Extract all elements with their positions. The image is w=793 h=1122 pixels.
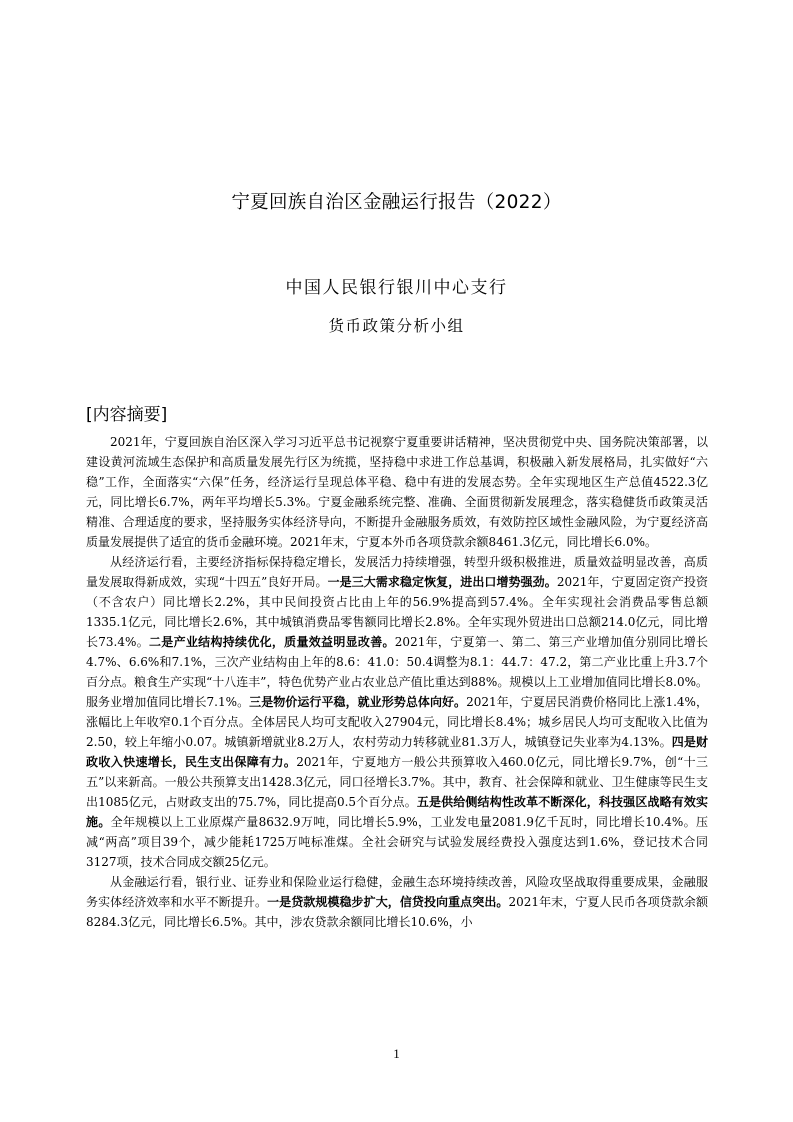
bold-key-point: 二是产业结构持续优化，质量效益明显改善。 (149, 635, 395, 649)
paragraph-text: 2021年末，宁夏人民币各项贷款余额8284.3亿元，同比增长6.5%。其中，涉农贷款余额同比增长10.6%，小 (86, 895, 708, 929)
bold-key-point: 五是供给侧结构性改革不断深化，科技强区战略有效实施。 (86, 795, 708, 829)
paragraph (86, 552, 708, 872)
bold-key-point: 四是财政收入快速增长，民生支出保障有力。 (86, 735, 708, 769)
section-heading: [内容摘要] (86, 405, 168, 425)
paragraph-text: 从经济运行看，主要经济指标保持稳定增长，发展活力持续增强，转型升级积极推进，质量效益明显改善，高质量发展取得新成效，实现“十四五”良好开局。 (86, 555, 708, 589)
organization-name: 中国人民银行银川中心支行 (285, 278, 508, 298)
page-number: 1 (393, 1046, 400, 1061)
abstract-body (86, 432, 708, 932)
bold-key-point: 三是物价运行平稳，就业形势总体向好。 (249, 695, 467, 709)
paragraph-text: 2021年，宁夏固定资产投资（不含农户）同比增长2.2%，其中民间投资占比由上年的56.9%提高到57.4%。全年实现社会消费品零售总额1335.1亿元，同比增长2.6%，其中城镇消费品零售额同比增长2.8%。全年实现外贸进出口总额214.0亿元，同比增长73.4%。 (86, 575, 708, 649)
paragraph-text: 全年规模以上工业原煤产量8632.9万吨，同比增长5.9%，工业发电量2081.9亿千瓦时，同比增长10.4%。压减“两高”项目39个，减少能耗1725万吨标准煤。全社会研究与试验发展经费投入强度达到1.6%，登记技术合同3127项，技术合同成交额25亿元。 (86, 815, 708, 869)
paragraph-text: 2021年，宁夏回族自治区深入学习习近平总书记视察宁夏重要讲话精神，坚决贯彻党中央、国务院决策部署，以建设黄河流域生态保护和高质量发展先行区为统揽，坚持稳中求进工作总基调，积极融入新发展格局，扎实做好“六稳”工作，全面落实“六保”任务，经济运行呈现总体平稳、稳中有进的发展态势。全年实现地区生产总值4522.3亿元，同比增长6.7%，两年平均增长5.3%。宁夏金融系统完整、准确、全面贯彻新发展理念，落实稳健货币政策灵活精准、合理适度的要求，坚持服务实体经济导向，不断提升金融服务质效，有效防控区域性金融风险，为宁夏经济高质量发展提供了适宜的货币金融环境。2021年末，宁夏本外币各项贷款余额8461.3亿元，同比增长6.0%。 (86, 435, 708, 549)
author-group: 货币政策分析小组 (328, 317, 465, 335)
paragraph-text: 2021年，宁夏第一、第二、第三产业增加值分别同比增长4.7%、6.6%和7.1%，三次产业结构由上年的8.6：41.0：50.4调整为8.1：44.7：47.2，第二产业比重上升3.7个百分点。粮食生产实现“十八连丰”，特色优势产业占农业总产值比重达到88%。规模以上工业增加值同比增长8.0%。服务业增加值同比增长7.1%。 (86, 635, 708, 709)
bold-key-point: 一是三大需求稳定恢复，进出口增势强劲。 (327, 575, 557, 589)
paragraph-text: 从金融运行看，银行业、证券业和保险业运行稳健，金融生态环境持续改善，风险攻坚战取得重要成果，金融服务实体经济效率和水平不断提升。 (86, 875, 708, 909)
paragraph (86, 872, 708, 932)
bold-key-point: 一是贷款规模稳步扩大，信贷投向重点突出。 (267, 895, 509, 909)
paragraph-text: 2021年，宁夏居民消费价格同比上涨1.4%，涨幅比上年收窄0.1个百分点。全体居民人均可支配收入27904元，同比增长8.4%；城乡居民人均可支配收入比值为2.50，较上年缩小0.07。城镇新增就业8.2万人，农村劳动力转移就业81.3万人，城镇登记失业率为4.13%。 (86, 695, 708, 749)
paragraph (86, 432, 708, 552)
paragraph-text: 2021年，宁夏地方一般公共预算收入460.0亿元，同比增长9.7%，创“十三五”以来新高。一般公共预算支出1428.3亿元，同口径增长3.7%。其中，教育、社会保障和就业、卫生健康等民生支出1085亿元，占财政支出的75.7%，同比提高0.5个百分点。 (86, 755, 708, 809)
report-title: 宁夏回族自治区金融运行报告（2022） (231, 192, 562, 213)
